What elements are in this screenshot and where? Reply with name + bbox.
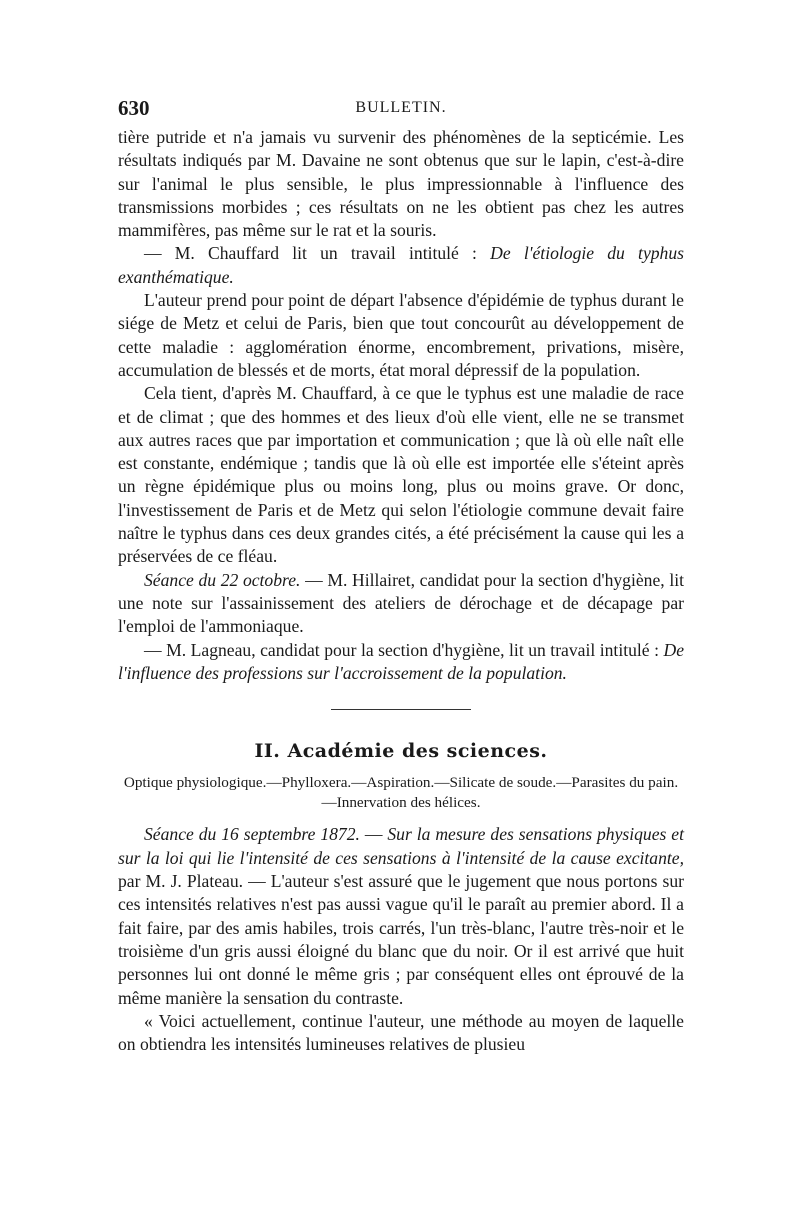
lagneau-lead: — M. Lagneau, candidat pour la section d'hygiène, lit un travail intitulé : [144,639,664,660]
paragraph-lagneau [118,639,684,686]
paragraph-typhus-race-climat: Cela tient, d'après M. Chauffard, à ce que le typhus est une maladie de race et de climat ; que des hommes et des lieux d'où elle vient, elle ne se transmet aux autres races que par importation et communication ; que là où elle naît elle est constante, endémique ; tandis que là où elle est importée elle s'éteint après un règne épidémique plus ou moins long, plus ou moins grave. Or donc, l'investissement de Paris et de Metz qui selon l'étiologie commune devait faire naître le typhus dans ces deux grandes cités, a été précisément la cause qui les a préservées de ce fléau. [118,383,684,567]
page-header [118,96,684,122]
seance-date: Séance du 22 octobre. [144,569,301,590]
paragraph-chauffard-announcement [118,242,684,289]
section-summary: Optique physiologique.—Phylloxera.—Aspiration.—Silicate de soude.—Parasites du pain.—Innervation des hélices. [123,774,679,812]
section-divider [331,709,471,710]
paragraph-seance-22-octobre [118,569,684,639]
paragraph-plateau [118,823,684,1009]
body-text [118,126,684,1056]
plateau-work-title: Sur la mesure des sensations physiques et sur la loi qui lie l'intensité de ces sensations à l'intensité de la cause excitante, [118,824,685,868]
section-title: II. Académie des sciences. [254,740,548,763]
lagneau-work-title: De l'influence des professions sur l'accroissement de la population. [118,639,684,683]
plateau-text: par M. J. Plateau. — L'auteur s'est assuré que le jugement que nous portons sur ces intensités relatives n'est pas aussi vague qu'il le paraît au premier abord. Il a fait faire, par des amis habiles, trois carrés, l'un très-blanc, l'autre très-noir et le troisième d'un gris aussi éloigné du blanc que du noir. Or il est arrivé que huit personnes lui ont donné le même gris ; par conséquent elles ont éprouvé de la même manière la sensation du contraste. [118,871,684,1008]
hillairet-text: — M. Hillairet, candidat pour la section d'hygiène, lit une note sur l'assainissement des ateliers de dérochage et de décapage par l'emploi de l'ammoniaque. [118,569,684,637]
chauffard-work-title: De l'étiologie du typhus exanthématique. [118,243,684,287]
paragraph-typhus-absence: L'auteur prend pour point de départ l'absence d'épidémie de typhus durant le siége de Metz et celui de Paris, bien que tout concourût au développement de cette maladie : agglomération énorme, encombrement, privations, misère, accumulation de blessés et de morts, état moral dépressif de la population. [118,290,684,380]
chauffard-lead: — M. Chauffard lit un travail intitulé : [144,243,491,264]
paragraph-septicemie: tière putride et n'a jamais vu survenir des phénomènes de la septicémie. Les résultats indiqués par M. Davaine ne sont obtenus que sur le lapin, c'est-à-dire sur l'animal le plus sensible, le plus impressionnable à l'influence des transmissions morbides ; ces résultats on ne les obtient pas chez les autres mammifères, pas même sur le rat et la souris. [118,127,684,241]
page-number: 630 [118,96,150,120]
running-head: BULLETIN. [355,99,447,116]
seance-date-16-septembre: Séance du 16 septembre 1872. [144,824,360,845]
paragraph-methode: « Voici actuellement, continue l'auteur, une méthode au moyen de laquelle on obtiendra les intensités lumineuses relatives de plusieu [118,1010,684,1055]
plateau-dash: — [359,824,388,845]
